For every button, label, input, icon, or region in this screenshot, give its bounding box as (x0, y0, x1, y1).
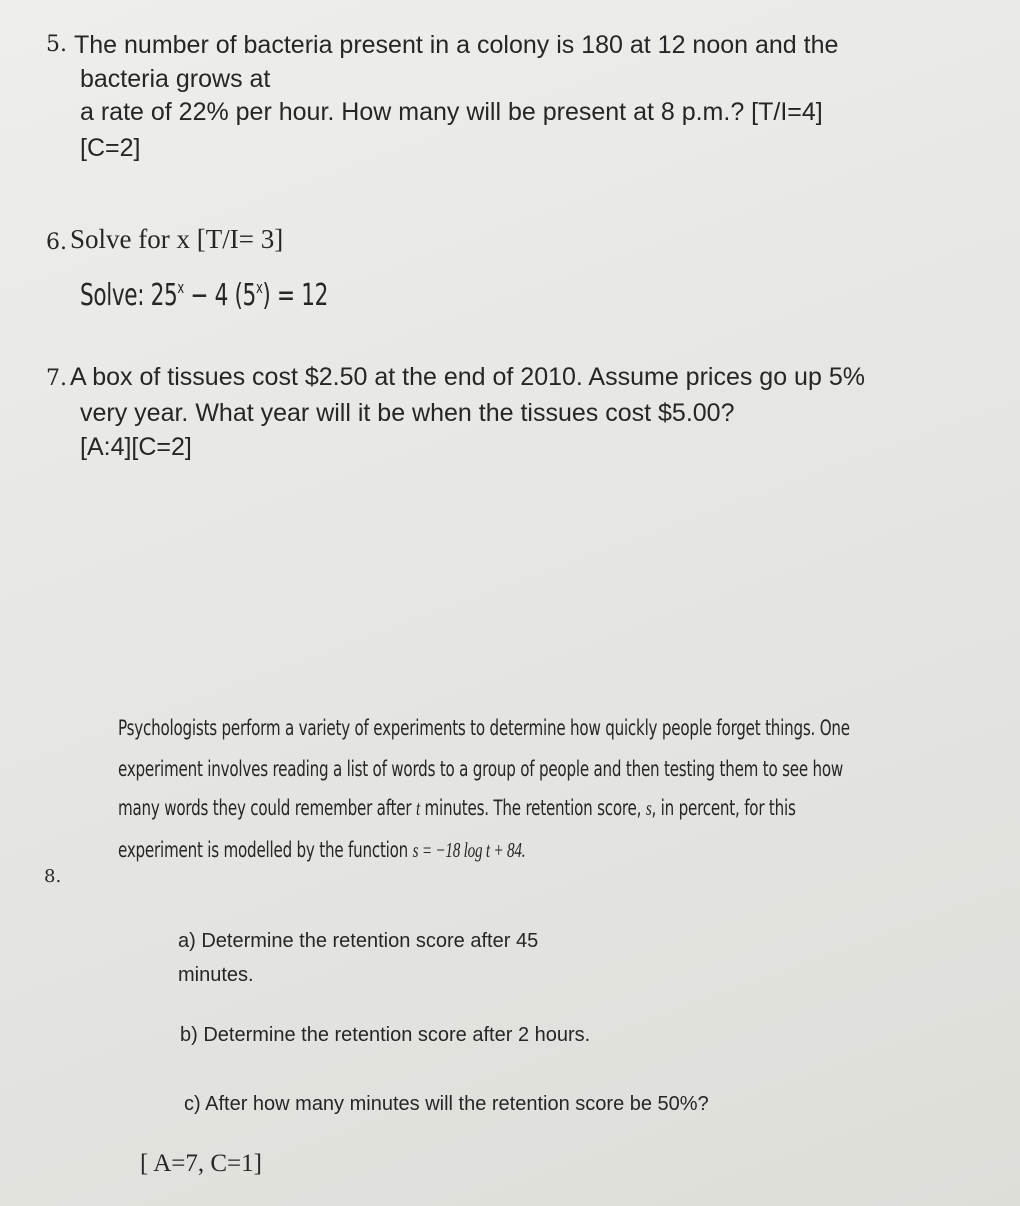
equation-middle: − 4 (5 (183, 278, 256, 313)
variable-s: s (645, 796, 652, 820)
question-6-equation (80, 278, 328, 313)
equation-prefix: Solve: 25 (80, 278, 178, 313)
question-8-marks: [ A=7, C=1] (140, 1150, 262, 1177)
question-5-number: 5. (46, 32, 67, 57)
question-8-paragraph-line-4 (118, 838, 525, 863)
equation-suffix: ) = 12 (262, 278, 328, 313)
question-6-number: 6. (46, 230, 67, 255)
paragraph-text: many words they could remember after (118, 796, 416, 820)
question-6-prompt: Solve for x [T/I= 3] (70, 224, 284, 254)
paragraph-text: , in percent, for this (651, 796, 796, 820)
question-8-part-a-line-2: minutes. (178, 964, 254, 986)
variable-t: t (415, 796, 420, 820)
question-7-line-2: very year. What year will it be when the tissues cost $5.00? (80, 399, 735, 427)
question-8-part-c: c) After how many minutes will the retention score be 50%? (184, 1093, 709, 1115)
question-8-part-b: b) Determine the retention score after 2 hours. (180, 1024, 591, 1046)
question-5-line-2: bacteria grows at (80, 65, 271, 93)
question-8-number: 8. (44, 866, 62, 887)
question-5-line-4: [C=2] (80, 134, 141, 162)
question-5-line-3: a rate of 22% per hour. How many will be present at 8 p.m.? [T/I=4] (80, 98, 823, 126)
question-7-number: 7. (46, 366, 67, 391)
question-8-paragraph-line-1: Psychologists perform a variety of experiments to determine how quickly people forget things. One (118, 716, 850, 740)
question-7-line-1: A box of tissues cost $2.50 at the end of 2010. Assume prices go up 5% (70, 363, 865, 391)
question-8-part-a-line-1: a) Determine the retention score after 45 (178, 930, 539, 952)
question-5-line-1: The number of bacteria present in a colony is 180 at 12 noon and the (74, 31, 839, 59)
paragraph-text: minutes. The retention score, (419, 796, 646, 820)
equation-exponent-1: x (177, 278, 184, 297)
retention-function: s = −18 log t + 84. (412, 838, 526, 862)
equation-exponent-2: x (255, 278, 263, 297)
paragraph-text: experiment is modelled by the function (118, 838, 413, 862)
question-7-line-3: [A:4][C=2] (80, 433, 192, 461)
question-8-paragraph-line-2: experiment involves reading a list of words to a group of people and then testing them to see how (118, 757, 844, 781)
question-8-paragraph-line-3 (118, 796, 796, 821)
